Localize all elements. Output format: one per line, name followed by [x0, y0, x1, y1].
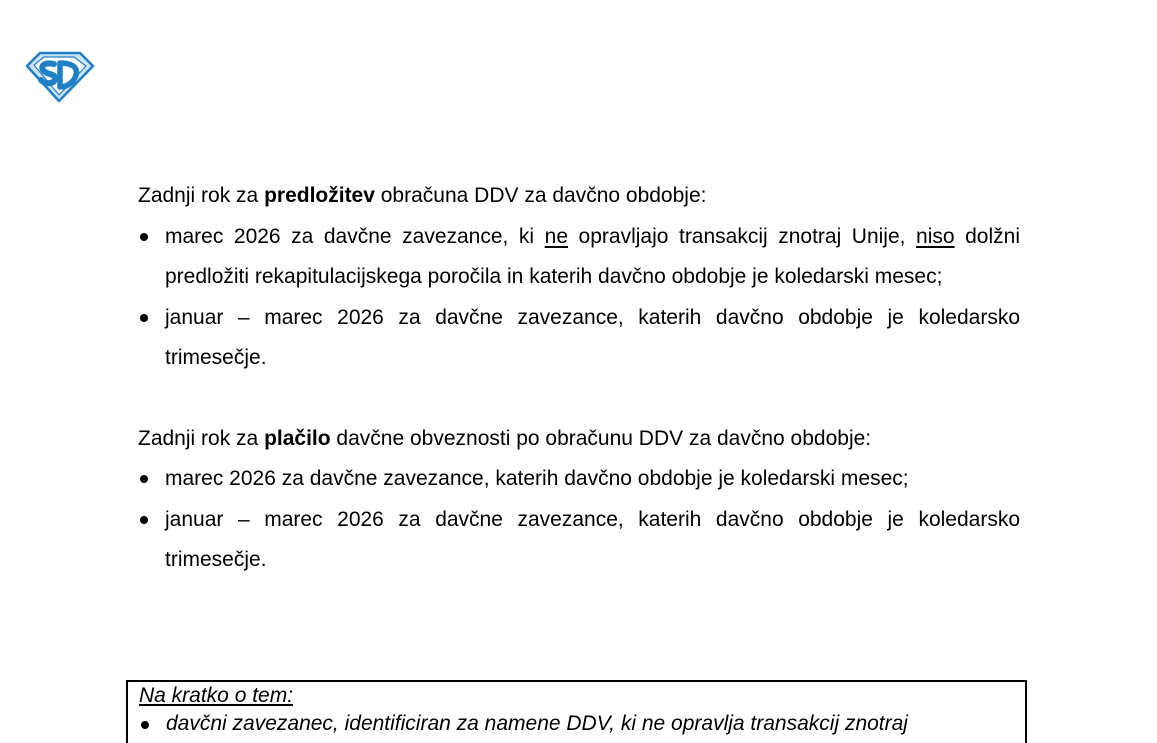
underlined-word: ne	[544, 224, 568, 248]
intro-text: davčne obveznosti po obračunu DDV za davčno obdobje:	[330, 426, 872, 450]
item-text: januar – marec 2026 za davčne zavezance, katerih davčno obdobje je koledarsko trimesečje.	[165, 305, 1020, 369]
list-item	[138, 500, 1020, 581]
logo-shield-icon	[22, 48, 96, 104]
submission-deadline-list	[138, 217, 1020, 379]
summary-title: Na kratko o tem:	[139, 684, 294, 707]
list-item	[138, 459, 1020, 500]
intro-text: Zadnji rok za	[138, 184, 265, 207]
underlined-word: niso	[916, 224, 955, 248]
list-item	[139, 710, 1015, 738]
document-body	[138, 176, 1020, 581]
list-item	[138, 217, 1020, 298]
submission-deadline-intro	[138, 176, 1020, 217]
item-text: opravljajo transakcij znotraj Unije,	[568, 224, 917, 248]
item-text: marec 2026 za davčne zavezance, katerih davčno obdobje je koledarski mesec;	[165, 467, 909, 490]
summary-box	[126, 680, 1027, 743]
company-logo	[22, 48, 96, 104]
item-text: marec 2026 za davčne zavezance, ki	[165, 224, 545, 248]
item-text: januar – marec 2026 za davčne zavezance, katerih davčno obdobje je koledarsko trimesečje.	[165, 507, 1020, 571]
item-text: dolžni predložiti rekapitulacijskega poročila in katerih davčno obdobje je koledarski mesec;	[165, 224, 1020, 288]
intro-text: obračuna DDV za davčno obdobje:	[374, 184, 707, 207]
intro-bold-text: plačilo	[264, 426, 331, 450]
summary-list	[139, 710, 1015, 738]
payment-deadline-list	[138, 459, 1020, 581]
intro-bold-text: predložitev	[264, 184, 375, 207]
intro-text: Zadnji rok za	[138, 426, 265, 450]
payment-deadline-intro	[138, 419, 1020, 460]
item-text: davčni zavezanec, identificiran za namene DDV, ki ne opravlja transakcij znotraj	[166, 712, 908, 735]
spacer	[138, 379, 1020, 419]
list-item	[138, 298, 1020, 379]
